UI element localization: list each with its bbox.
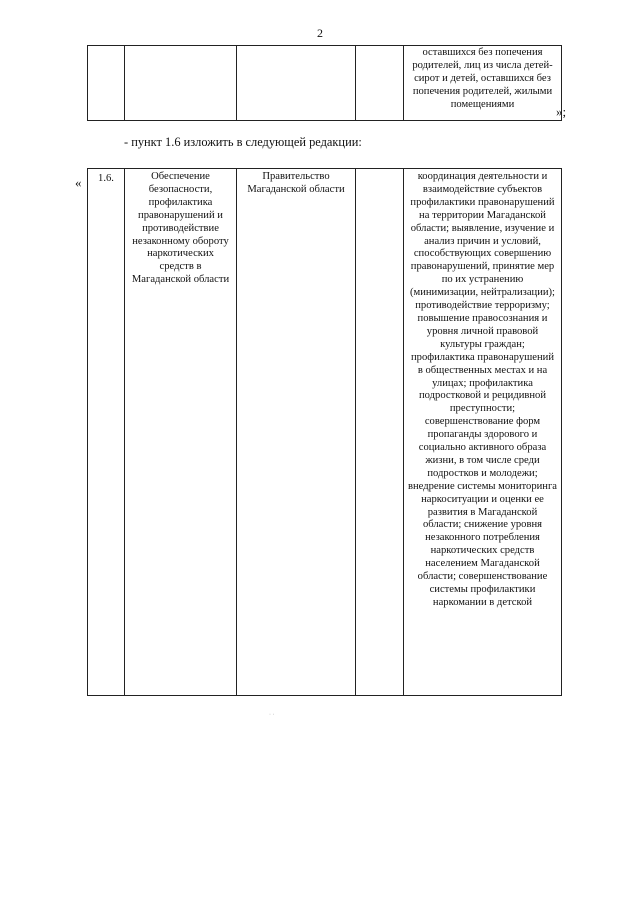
- closing-quote: »;: [556, 104, 567, 119]
- executor-cell: [237, 169, 356, 696]
- opening-quote: «: [75, 175, 82, 190]
- executor-text: Правительство Магаданской области: [247, 171, 345, 195]
- co-executor-text: [356, 169, 403, 171]
- responsibility-text: координация деятельности и взаимодействие субъектов профилактики правонарушений на территории Магаданской области; выявление, изучение и анализ причин и условий, способствующих совершению правонарушений, принятие мер по их устранению (минимизации, нейтрализации); противодействие терроризму; повышение правосознания и уровня личной правовой культуры граждан; профилактика правонарушений в общественных местах и на улицах; профилактика подростковой и рецидивной преступности; совершенствование форм пропаганды здорового и социально активного образа жизни, в том числе среди подростков и молодежи; внедрение системы мониторинга наркоситуации и оценки ее развития в Магаданской области; снижение уровня незаконного потребления наркотических средств населением Магаданской области; совершенствование системы профилактики наркомании в детской: [408, 171, 557, 608]
- responsibility-fragment-text: оставшихся без попечения родителей, лиц из числа детей-сирот и детей, оставшихся без попечения родителей, жилыми помещениями: [412, 47, 553, 110]
- responsibility-cell: [404, 46, 562, 121]
- footer-mark: · ·: [269, 712, 275, 718]
- direction-cell: [125, 46, 237, 121]
- number-cell: [88, 46, 125, 121]
- executor-cell: [237, 46, 356, 121]
- continuation-table: [87, 45, 562, 121]
- page-number: 2: [317, 26, 323, 40]
- responsibility-cell: [404, 169, 562, 696]
- item-number: 1.6.: [98, 173, 114, 184]
- number-cell: [88, 169, 125, 696]
- co-executor-cell: [356, 169, 404, 696]
- direction-text: Обеспечение безопасности, профилактика правонарушений и противодействие незаконному обороту наркотических средств в Магаданской области: [131, 171, 230, 286]
- instruction-text: - пункт 1.6 изложить в следующей редакции:: [124, 135, 362, 149]
- main-table: [87, 168, 562, 696]
- direction-cell: [125, 169, 237, 696]
- co-executor-cell: [356, 46, 404, 121]
